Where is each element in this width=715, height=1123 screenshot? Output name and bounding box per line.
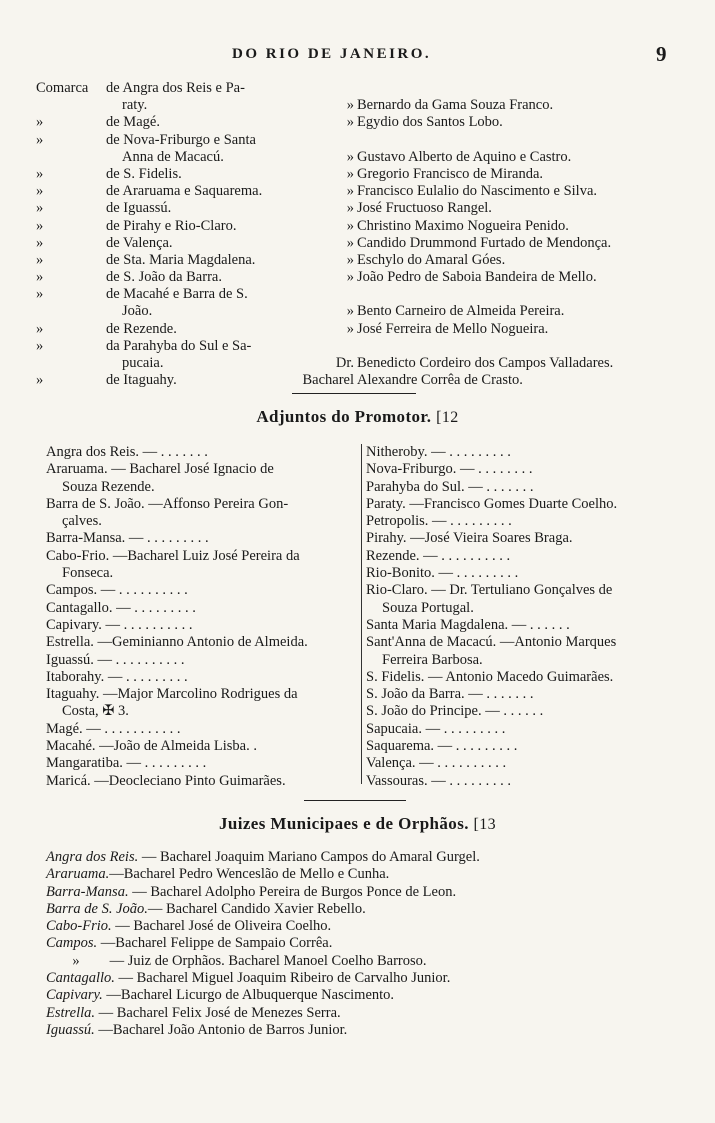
title-mark: » [346, 148, 354, 165]
place-name: Cabo-Frio. [46, 918, 112, 935]
adjunto-entry [366, 669, 676, 686]
comarca-name-line: de S. Fidelis. [106, 165, 182, 182]
adjunto-line: S. Fidelis. — Antonio Macedo Guimarães. [366, 668, 614, 685]
comarca-prefix: » [36, 372, 44, 389]
comarca-row [36, 235, 676, 252]
judge-name: Gustavo Alberto de Aquino e Castro. [357, 148, 572, 165]
comarca-name [106, 166, 306, 183]
judge-name: Gregorio Francisco de Miranda. [357, 165, 544, 182]
adjuntos-title: Adjuntos do Promotor. [256, 407, 432, 426]
section-rule [304, 800, 406, 801]
comarca-name-line: de Rezende. [106, 320, 177, 337]
juiz-entry [46, 1005, 686, 1022]
comarca-prefix: » [36, 286, 44, 303]
adjunto-entry [366, 461, 676, 478]
comarca-row [36, 286, 676, 320]
comarca-prefix: » [36, 165, 44, 182]
juiz-text: — Juiz de Orphãos. Bacharel Manoel Coelho Barroso. [106, 952, 427, 969]
adjunto-line: Estrella. —Geminianno Antonio de Almeida. [46, 634, 308, 651]
juiz-text: —Bacharel Licurgo de Albuquerque Nascimento. [102, 987, 395, 1004]
comarca-name-line: de Sta. Maria Magdalena. [106, 251, 256, 268]
juiz-entry [46, 935, 686, 952]
comarca-row [36, 269, 676, 286]
adjunto-line: Valença. — . . . . . . . . . . [366, 755, 507, 772]
comarca-prefix: » [36, 131, 44, 148]
judge-name: Francisco Eulalio do Nascimento e Silva. [357, 183, 598, 200]
place-name: Barra de S. João. [46, 900, 148, 917]
section-rule [292, 393, 416, 394]
adjunto-continuation: çalves. [62, 513, 102, 530]
comarca-name-line: de Angra dos Reis e Pa- [106, 80, 245, 96]
juiz-text: — Bacharel Joaquim Mariano Campos do Amaral Gurgel. [138, 849, 480, 865]
comarca-name-line: de Araruama e Saquarema. [106, 183, 263, 200]
comarca-list [36, 80, 676, 389]
juizes-count: [13 [473, 816, 497, 833]
judge-name: Christino Maximo Nogueira Penido. [357, 217, 569, 234]
adjunto-line: Vassouras. — . . . . . . . . . [366, 772, 511, 789]
title-mark: » [346, 251, 354, 268]
title-mark: » [346, 303, 354, 320]
juiz-text: — Bacharel Miguel Joaquim Ribeiro de Carvalho Junior. [114, 970, 451, 987]
comarca-row [36, 132, 676, 166]
comarca-row [36, 114, 676, 131]
adjunto-entry [46, 548, 358, 583]
adjuntos-heading [0, 407, 715, 427]
juiz-text: — Bacharel Candido Xavier Rebello. [147, 900, 366, 917]
adjunto-line: Araruama. — Bacharel José Ignacio de [46, 461, 274, 478]
adjunto-continuation: Ferreira Barbosa. [382, 651, 483, 668]
comarca-prefix: » [36, 183, 44, 200]
adjunto-entry [366, 548, 676, 565]
adjunto-line: Magé. — . . . . . . . . . . . [46, 720, 181, 737]
comarca-prefix: » [36, 234, 44, 251]
adjunto-entry [46, 600, 358, 617]
comarca-name [106, 269, 306, 286]
comarca-prefix: » [36, 251, 44, 268]
adjunto-line: Pirahy. —José Vieira Soares Braga. [366, 530, 573, 547]
adjunto-line: Campos. — . . . . . . . . . . [46, 582, 188, 599]
comarca-name-line: da Parahyba do Sul e Sa- [106, 337, 252, 354]
title-mark: » [346, 320, 354, 337]
comarca-name-line: Anna de Macacú. [122, 148, 224, 165]
adjunto-entry [366, 565, 676, 582]
judge-name: José Fructuoso Rangel. [357, 200, 492, 217]
title-mark: Bacharel [302, 372, 354, 389]
adjunto-line: Saquarema. — . . . . . . . . . [366, 738, 518, 755]
comarca-row [36, 183, 676, 200]
juiz-entry [46, 970, 686, 987]
title-mark: » [346, 234, 354, 251]
comarca-row [36, 80, 676, 114]
adjunto-entry [366, 479, 676, 496]
comarca-name-line: de Itaguahy. [106, 372, 177, 389]
comarca-name-line: raty. [122, 97, 148, 114]
comarca-row [36, 200, 676, 217]
adjunto-line: Angra dos Reis. — . . . . . . . [46, 444, 208, 460]
judge-name: Bernardo da Gama Souza Franco. [357, 97, 554, 114]
adjunto-line: Parahyba do Sul. — . . . . . . . [366, 478, 534, 495]
comarca-name-line: de Magé. [106, 114, 160, 131]
adjunto-entry [46, 773, 358, 790]
adjunto-line: Nitheroby. — . . . . . . . . . [366, 444, 511, 460]
place-name: Estrella. [46, 1004, 96, 1021]
adjunto-line: Maricá. —Deocleciano Pinto Guimarães. [46, 772, 286, 789]
adjuntos-right-column [366, 444, 676, 790]
adjunto-continuation: Souza Portugal. [382, 599, 474, 616]
adjunto-line: Itaborahy. — . . . . . . . . . [46, 668, 188, 685]
title-mark: » [346, 183, 354, 200]
adjunto-entry [366, 634, 676, 669]
adjunto-entry [46, 444, 358, 461]
comarca-name-line: de Nova-Friburgo e Santa [106, 131, 256, 148]
judge-name: Alexandre Corrêa de Crasto. [357, 372, 523, 389]
comarca-name [106, 80, 306, 114]
comarca-row [36, 218, 676, 235]
adjuntos-left-column [46, 444, 358, 790]
judge-name: Eschylo do Amaral Góes. [357, 251, 506, 268]
comarca-name [106, 200, 306, 217]
adjunto-entry [46, 582, 358, 599]
comarca-row [36, 372, 676, 389]
adjunto-line: Capivary. — . . . . . . . . . . [46, 616, 193, 633]
comarca-name [106, 183, 306, 200]
ditto-mark: » [72, 952, 80, 969]
adjunto-entry [366, 496, 676, 513]
comarca-name-line: de Valença. [106, 234, 173, 251]
column-divider [361, 444, 362, 784]
comarca-name [106, 235, 306, 252]
juiz-entry [46, 987, 686, 1004]
adjunto-line: Rio-Bonito. — . . . . . . . . . [366, 565, 519, 582]
adjunto-line: S. João do Principe. — . . . . . . [366, 703, 544, 720]
adjunto-line: Rezende. — . . . . . . . . . . [366, 547, 511, 564]
title-mark: » [346, 200, 354, 217]
adjunto-line: Itaguahy. —Major Marcolino Rodrigues da [46, 686, 298, 703]
juiz-entry [46, 866, 686, 883]
adjunto-entry [366, 686, 676, 703]
adjunto-line: Macahé. —João de Almeida Lisba. . [46, 738, 257, 755]
adjunto-line: Iguassú. — . . . . . . . . . . [46, 651, 185, 668]
adjunto-entry [366, 773, 676, 790]
adjunto-line: Cantagallo. — . . . . . . . . . [46, 599, 196, 616]
adjunto-entry [46, 652, 358, 669]
adjunto-entry [46, 461, 358, 496]
comarca-name-line: de Iguassú. [106, 200, 172, 217]
juiz-entry [46, 953, 686, 970]
juiz-entry [46, 1022, 686, 1039]
comarca-name [106, 286, 306, 320]
juiz-text: — Bacharel Adolpho Pereira de Burgos Ponce de Leon. [128, 883, 457, 900]
page-header [0, 40, 715, 70]
comarca-name [106, 338, 306, 372]
adjunto-entry [366, 738, 676, 755]
title-mark: » [346, 114, 354, 131]
adjunto-entry [46, 686, 358, 721]
adjunto-entry [366, 755, 676, 772]
comarca-name-line: pucaia. [122, 355, 164, 372]
comarca-prefix: » [36, 337, 44, 354]
page-number: 9 [656, 42, 667, 66]
juiz-text: — Bacharel Felix José de Menezes Serra. [95, 1004, 341, 1021]
adjunto-entry [366, 703, 676, 720]
adjunto-line: Barra-Mansa. — . . . . . . . . . [46, 530, 209, 547]
comarca-prefix: » [36, 114, 44, 131]
juiz-text: —Bacharel João Antonio de Barros Junior. [94, 1021, 348, 1038]
adjunto-entry [46, 738, 358, 755]
comarca-name-line: de Macahé e Barra de S. [106, 286, 248, 303]
adjunto-continuation: Costa, ✠ 3. [62, 703, 129, 720]
adjunto-entry [366, 444, 676, 461]
title-mark: » [346, 269, 354, 286]
juizes-heading [0, 814, 715, 834]
comarca-row [36, 252, 676, 269]
adjuntos-count: [12 [436, 409, 459, 426]
adjunto-line: Sant'Anna de Macacú. —Antonio Marques [366, 634, 617, 651]
comarca-name [106, 252, 306, 269]
adjunto-entry [46, 721, 358, 738]
juiz-entry [46, 884, 686, 901]
comarca-name [106, 321, 306, 338]
judge-name: Bento Carneiro de Almeida Pereira. [357, 303, 565, 320]
comarca-name [106, 218, 306, 235]
adjunto-line: Petropolis. — . . . . . . . . . [366, 513, 512, 530]
place-name: Barra-Mansa. [46, 883, 129, 900]
adjunto-entry [46, 530, 358, 547]
place-name: Araruama. [46, 866, 110, 883]
comarca-name [106, 132, 306, 166]
title-mark: Dr. [335, 355, 354, 372]
comarca-name-line: de Pirahy e Rio-Claro. [106, 217, 237, 234]
comarca-row [36, 166, 676, 183]
place-name: Iguassú. [46, 1021, 95, 1038]
adjunto-line: Sapucaia. — . . . . . . . . . [366, 720, 506, 737]
judge-name: José Ferreira de Mello Nogueira. [357, 320, 549, 337]
adjunto-line: Nova-Friburgo. — . . . . . . . . [366, 461, 533, 478]
comarca-name [106, 372, 306, 389]
adjunto-entry [46, 755, 358, 772]
judge-name: Candido Drummond Furtado de Mendonça. [357, 234, 612, 251]
place-name: Capivary. [46, 987, 103, 1004]
title-mark: » [346, 97, 354, 114]
adjunto-line: Rio-Claro. — Dr. Tertuliano Gonçalves de [366, 582, 613, 599]
juizes-title: Juizes Municipaes e de Orphãos. [218, 814, 469, 833]
title-mark: » [346, 217, 354, 234]
adjunto-continuation: Souza Rezende. [62, 478, 155, 495]
comarca-prefix: » [36, 200, 44, 217]
comarca-prefix: Comarca [36, 80, 89, 96]
juiz-text: —Bacharel Pedro Wenceslão de Mello e Cunha. [109, 866, 390, 883]
comarca-name-line: João. [122, 303, 153, 320]
comarca-name-line: de S. João da Barra. [106, 269, 222, 286]
adjunto-entry [46, 669, 358, 686]
comarca-row [36, 338, 676, 372]
title-mark: » [346, 165, 354, 182]
comarca-prefix: » [36, 320, 44, 337]
comarca-row [36, 321, 676, 338]
juiz-text: —Bacharel Felippe de Sampaio Corrêa. [97, 935, 333, 952]
juiz-entry [46, 901, 686, 918]
comarca-prefix: » [36, 269, 44, 286]
juizes-list [46, 849, 686, 1039]
adjunto-line: Santa Maria Magdalena. — . . . . . . [366, 616, 570, 633]
adjunto-entry [366, 721, 676, 738]
adjunto-entry [46, 617, 358, 634]
adjunto-line: Paraty. —Francisco Gomes Duarte Coelho. [366, 495, 618, 512]
juiz-entry [46, 849, 686, 866]
comarca-name [106, 114, 306, 131]
comarca-prefix: » [36, 217, 44, 234]
adjunto-line: Cabo-Frio. —Bacharel Luiz José Pereira da [46, 547, 300, 564]
adjunto-entry [366, 582, 676, 617]
adjunto-entry [366, 617, 676, 634]
adjunto-entry [46, 634, 358, 651]
adjunto-line: S. João da Barra. — . . . . . . . [366, 686, 534, 703]
adjunto-entry [366, 513, 676, 530]
juiz-text: — Bacharel José de Oliveira Coelho. [111, 918, 332, 935]
place-name: Cantagallo. [46, 970, 115, 987]
adjunto-line: Mangaratiba. — . . . . . . . . . [46, 755, 207, 772]
judge-name: Benedicto Cordeiro dos Campos Valladares. [357, 355, 614, 372]
place-name: Angra dos Reis. [46, 849, 139, 865]
juiz-entry [46, 918, 686, 935]
adjunto-continuation: Fonseca. [62, 565, 114, 582]
place-name: Campos. [46, 935, 98, 952]
judge-name: João Pedro de Saboia Bandeira de Mello. [357, 269, 597, 286]
adjunto-entry [366, 530, 676, 547]
running-title: DO RIO DE JANEIRO. [232, 46, 432, 62]
adjunto-entry [46, 496, 358, 531]
judge-name: Egydio dos Santos Lobo. [357, 114, 503, 131]
adjunto-line: Barra de S. João. —Affonso Pereira Gon- [46, 495, 289, 512]
